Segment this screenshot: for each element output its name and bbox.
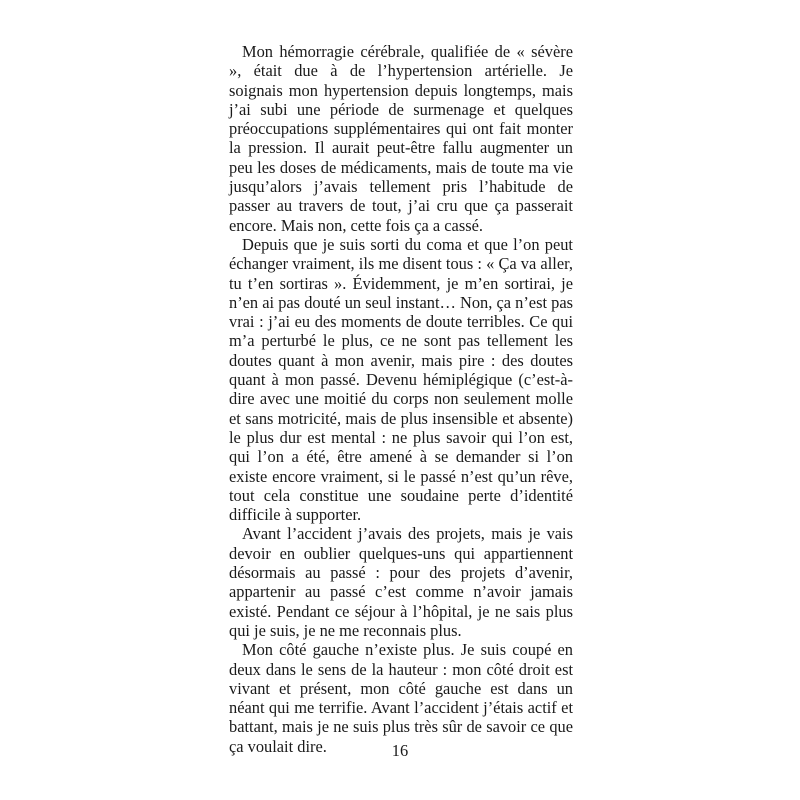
paragraph-1: Mon hémorragie cérébrale, qualifiée de « sévère », était due à de l’hypertension artérielle. Je soignais mon hypertension depuis longtemps, mais j’ai subi une période de surmenage et quelques préoccupations supplémentaires qui ont fait monter la pression. Il aurait peut-être fallu augmenter un peu les doses de médicaments, mais de toute ma vie jusqu’alors j’avais tellement pris l’habitude de passer au travers de tout, j’ai cru que ça passerait encore. Mais non, cette fois ça a cassé. <box>229 42 573 235</box>
paragraph-4: Mon côté gauche n’existe plus. Je suis coupé en deux dans le sens de la hauteur : mon côté droit est vivant et présent, mon côté gauche est dans un néant qui me terrifie. Avant l’accident j’étais actif et battant, mais je ne suis plus très sûr de savoir ce que ça voulait dire. <box>229 640 573 756</box>
body-text <box>229 42 573 756</box>
paragraph-2: Depuis que je suis sorti du coma et que l’on peut échanger vraiment, ils me disent tous : « Ça va aller, tu t’en sortiras ». Évidemment, je m’en sortirai, je n’en ai pas douté un seul instant… Non, ça n’est pas vrai : j’ai eu des moments de doute terribles. Ce qui m’a perturbé le plus, ce ne sont pas tellement les doutes quant à mon avenir, mais pire : des doutes quant à mon passé. Devenu hémiplégique (c’est-à-dire avec une moitié du corps non seulement molle et sans motricité, mais de plus insensible et absente) le plus dur est mental : ne plus savoir qui l’on est, qui l’on a été, être amené à se demander si l’on existe encore vraiment, si le passé n’est qu’un rêve, tout cela constitue une soudaine perte d’identité difficile à supporter. <box>229 234 573 525</box>
page-number: 16 <box>391 741 409 760</box>
paragraph-3: Avant l’accident j’avais des projets, mais je vais devoir en oublier quelques-uns qui appartiennent désormais au passé : pour des projets d’avenir, appartenir au passé c’est comme n’avoir jamais existé. Pendant ce séjour à l’hôpital, je ne sais plus qui je suis, je ne me reconnais plus. <box>229 524 573 640</box>
